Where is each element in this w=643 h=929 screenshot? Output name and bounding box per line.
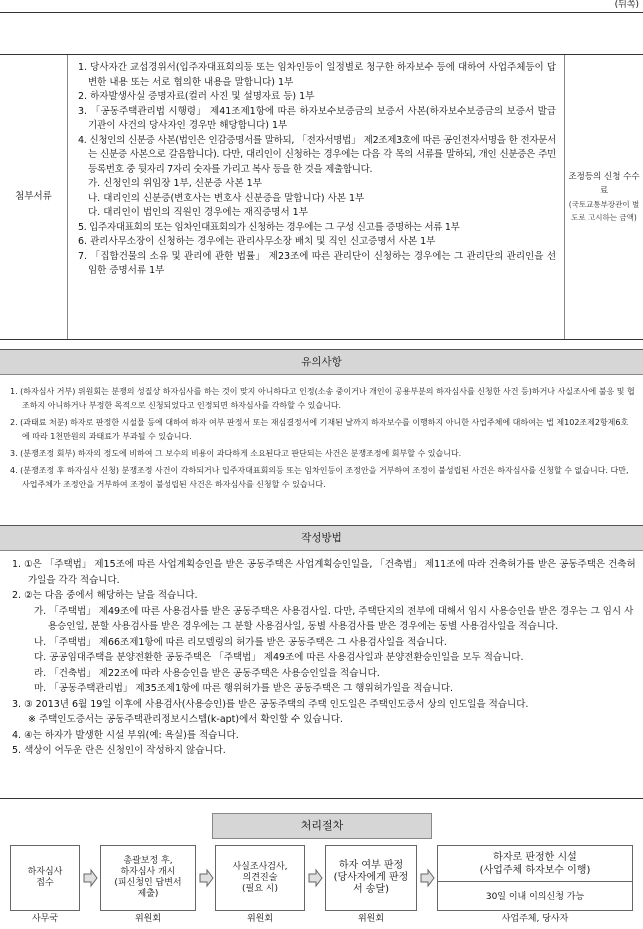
note-item: 4. (분쟁조정 후 하자심사 신청) 분쟁조정 사건이 각하되거나 입주자대표회의등 또는 임차인등이 조정안을 거부하여 조정이 불성립된 사건은 하자심사를 신청할 수 없습니다. 다만, 사업주체가 조정안을 거부하여 조정이 불성립된 사건은 하자심사를 신청할 수 있습니다. (10, 466, 629, 489)
method-item: 5. 색상이 어두운 란은 신청인이 작성하지 않습니다. (12, 745, 226, 756)
fee-cell (565, 55, 643, 339)
note-item: 2. (과태료 처분) 하자로 판정한 시설물 등에 대하여 하자 여부 판정서 또는 재심결정서에 기재된 날까지 하자보수를 이행하지 아니한 사업주체에 대하여는 법 제102조제2항제6호에 따라 1천만원의 과태료가 부과될 수 있습니다. (10, 418, 629, 441)
method-item: 2. ②는 다음 중에서 해당하는 날을 적습니다. (12, 590, 198, 601)
procedure-step-label: 하자심사 접수 (27, 867, 63, 888)
procedure-role: 사무국 (31, 914, 59, 924)
method-subitem: 나. 「주택법」 제66조제1항에 따른 리모델링의 허가를 받은 공동주택은 그 사용검사일을 적습니다. (34, 636, 447, 648)
top-blank-area (0, 13, 643, 53)
method-subitem: 마. 「공동주택관리법」 제35조제1항에 따른 행위허가를 받은 공동주택은 그 행위허가일을 적습니다. (34, 683, 454, 694)
arrow-right-icon (82, 868, 98, 888)
attachment-subitem: 나. 대리인의 신분증(변호사는 변호사 신분증을 말합니다) 사본 1부 (88, 192, 365, 204)
arrow-right-icon (198, 868, 214, 888)
procedure-role: 위원회 (134, 914, 162, 924)
method-note: ※ 주택인도증서는 공동주택관리정보시스템(k-apt)에서 확인할 수 있습니다. (28, 714, 343, 725)
notes-section (0, 377, 643, 517)
procedure-final-top: 하자로 판정한 시설 (사업주체 하자보수 이행) (438, 846, 632, 882)
attachment-item: 1. 당사자간 교섭경위서(입주자대표회의등 또는 임차인등이 일정별로 청구한 하자보수 등에 대하여 사업주체등이 답변한 내용 또는 서로 협의한 내용을 말합니다) 1부 (78, 62, 556, 88)
fee-title: 조정등의 신청 수수료 (568, 172, 640, 196)
procedure-final-bottom: 30일 이내 이의신청 가능 (485, 891, 585, 902)
fee-note: (국토교통부장관이 별도로 고시하는 금액) (568, 200, 640, 222)
method-header: 작성방법 (0, 525, 643, 551)
procedure-role: 위원회 (357, 914, 385, 924)
attachment-item: 5. 입주자대표회의 또는 임차인대표회의가 신청하는 경우에는 그 구성 신고를 증명하는 서류 1부 (78, 221, 460, 233)
attachments-list (68, 55, 565, 339)
method-item: 4. ④는 하자가 발생한 시설 부위(예: 욕실)를 적습니다. (12, 729, 239, 741)
method-subitem: 라. 「건축법」 제22조에 따라 사용승인을 받은 공동주택은 사용승인일을 적습니다. (34, 667, 380, 679)
procedure-final-step (437, 845, 633, 911)
notes-header: 유의사항 (0, 349, 643, 375)
note-item: 1. (하자심사 거부) 위원회는 분쟁의 성질상 하자심사를 하는 것이 맞지 아니하다고 인정(소송 중이거나 개인이 공용부분의 하자심사를 신청한 사건 등)하거나 사실조사에 불응 및 협조하지 아니하거나 부정한 목적으로 신청되었다고 인정되면 하자심사를 각하할 수 있습니다. (10, 387, 635, 410)
method-subitem: 다. 공공임대주택을 분양전환한 공동주택은 「주택법」 제49조에 따른 사용검사일과 분양전환승인일을 모두 적습니다. (34, 652, 524, 663)
attachment-subitem: 다. 대리인이 법인의 직원인 경우에는 재직증명서 1부 (88, 207, 308, 218)
attachment-subitem: 가. 신청인의 위임장 1부, 신분증 사본 1부 (88, 178, 262, 189)
procedure-role: 위원회 (246, 914, 274, 924)
arrow-right-icon (307, 868, 323, 888)
attachment-item: 7. 「집합건물의 소유 및 관리에 관한 법률」 제23조에 따른 관리단이 신청하는 경우에는 그 관리단의 관리인을 선임한 증명서류 1부 (78, 250, 556, 276)
attachment-item: 6. 관리사무소장이 신청하는 경우에는 관리사무소장 배치 및 직인 신고증명서 사본 1부 (78, 236, 436, 247)
procedure-step (215, 845, 305, 911)
attachments-table (0, 54, 643, 340)
procedure-step (10, 845, 80, 911)
procedure-header: 처리절차 (212, 813, 432, 839)
arrow-right-icon (419, 868, 435, 888)
method-item: 1. ①은 「주택법」 제15조에 따른 사업계획승인을 받은 공동주택은 사업계획승인일을, 「건축법」 제11조에 따라 건축허가를 받은 공동주택은 건축허가일을 각각 적습니다. (12, 559, 636, 586)
procedure-step-label: 총괄보정 후, 하자심사 개시 (피신청인 답변서 제출) (114, 856, 182, 899)
method-section (0, 553, 643, 799)
procedure-step (100, 845, 196, 911)
procedure-role: 사업주체, 당사자 (501, 914, 569, 924)
procedure-step (325, 845, 417, 911)
note-item: 3. (분쟁조정 회부) 하자의 정도에 비하여 그 보수의 비용이 과다하게 소요된다고 판단되는 사건은 분쟁조정에 회부할 수 있습니다. (10, 449, 462, 458)
method-item: 3. ③ 2013년 6월 19일 이후에 사용검사(사용승인)를 받은 공동주택의 주택 인도일은 주택인도증서 상의 인도일을 적습니다. (12, 698, 529, 710)
attachment-item: 4. 신청인의 신분증 사본(법인은 인감증명서를 말하되, 「전자서명법」 제2조제3호에 따른 공인전자서명을 한 전자문서는 신분증 사본으로 갈음합니다). 다만, 대리인이 신청하는 경우에는 다음 각 목의 서류를 말하되, 개인 신분증은 주민등록번호 중 뒷자리 7자리 숫자를 가리고 복사 등을 한 것을 제출합니다. (78, 134, 556, 175)
attachment-item: 2. 하자발생사실 증명자료(컬러 사진 및 설명자료 등) 1부 (78, 91, 315, 102)
attachment-item: 3. 「공동주택관리법 시행령」 제41조제1항에 따른 하자보수보증금의 보증서 사본(하자보수보증금의 보증서 발급기관이 사건의 당사자인 경우만 해당합니다) 1부 (78, 105, 556, 131)
page-side-label: (뒤쪽) (614, 0, 639, 10)
procedure-step-label: 하자 여부 판정 (당사자에게 판정 서 송달) (333, 860, 409, 895)
attachments-label: 첨부서류 (0, 55, 68, 339)
method-subitem: 가. 「주택법」 제49조에 따른 사용검사를 받은 공동주택은 사용검사일. 다만, 주택단지의 전부에 대해서 임시 사용승인을 받은 경우는 그 임시 사용승인일, 분할 사용검사를 받은 경우에는 그 분할 사용검사일, 동별 사용검사를 받은 경우에는 동별 사용검사일을 적습니다. (34, 605, 634, 632)
procedure-step-label: 사실조사검사, 의견진술 (필요 시) (232, 861, 288, 894)
